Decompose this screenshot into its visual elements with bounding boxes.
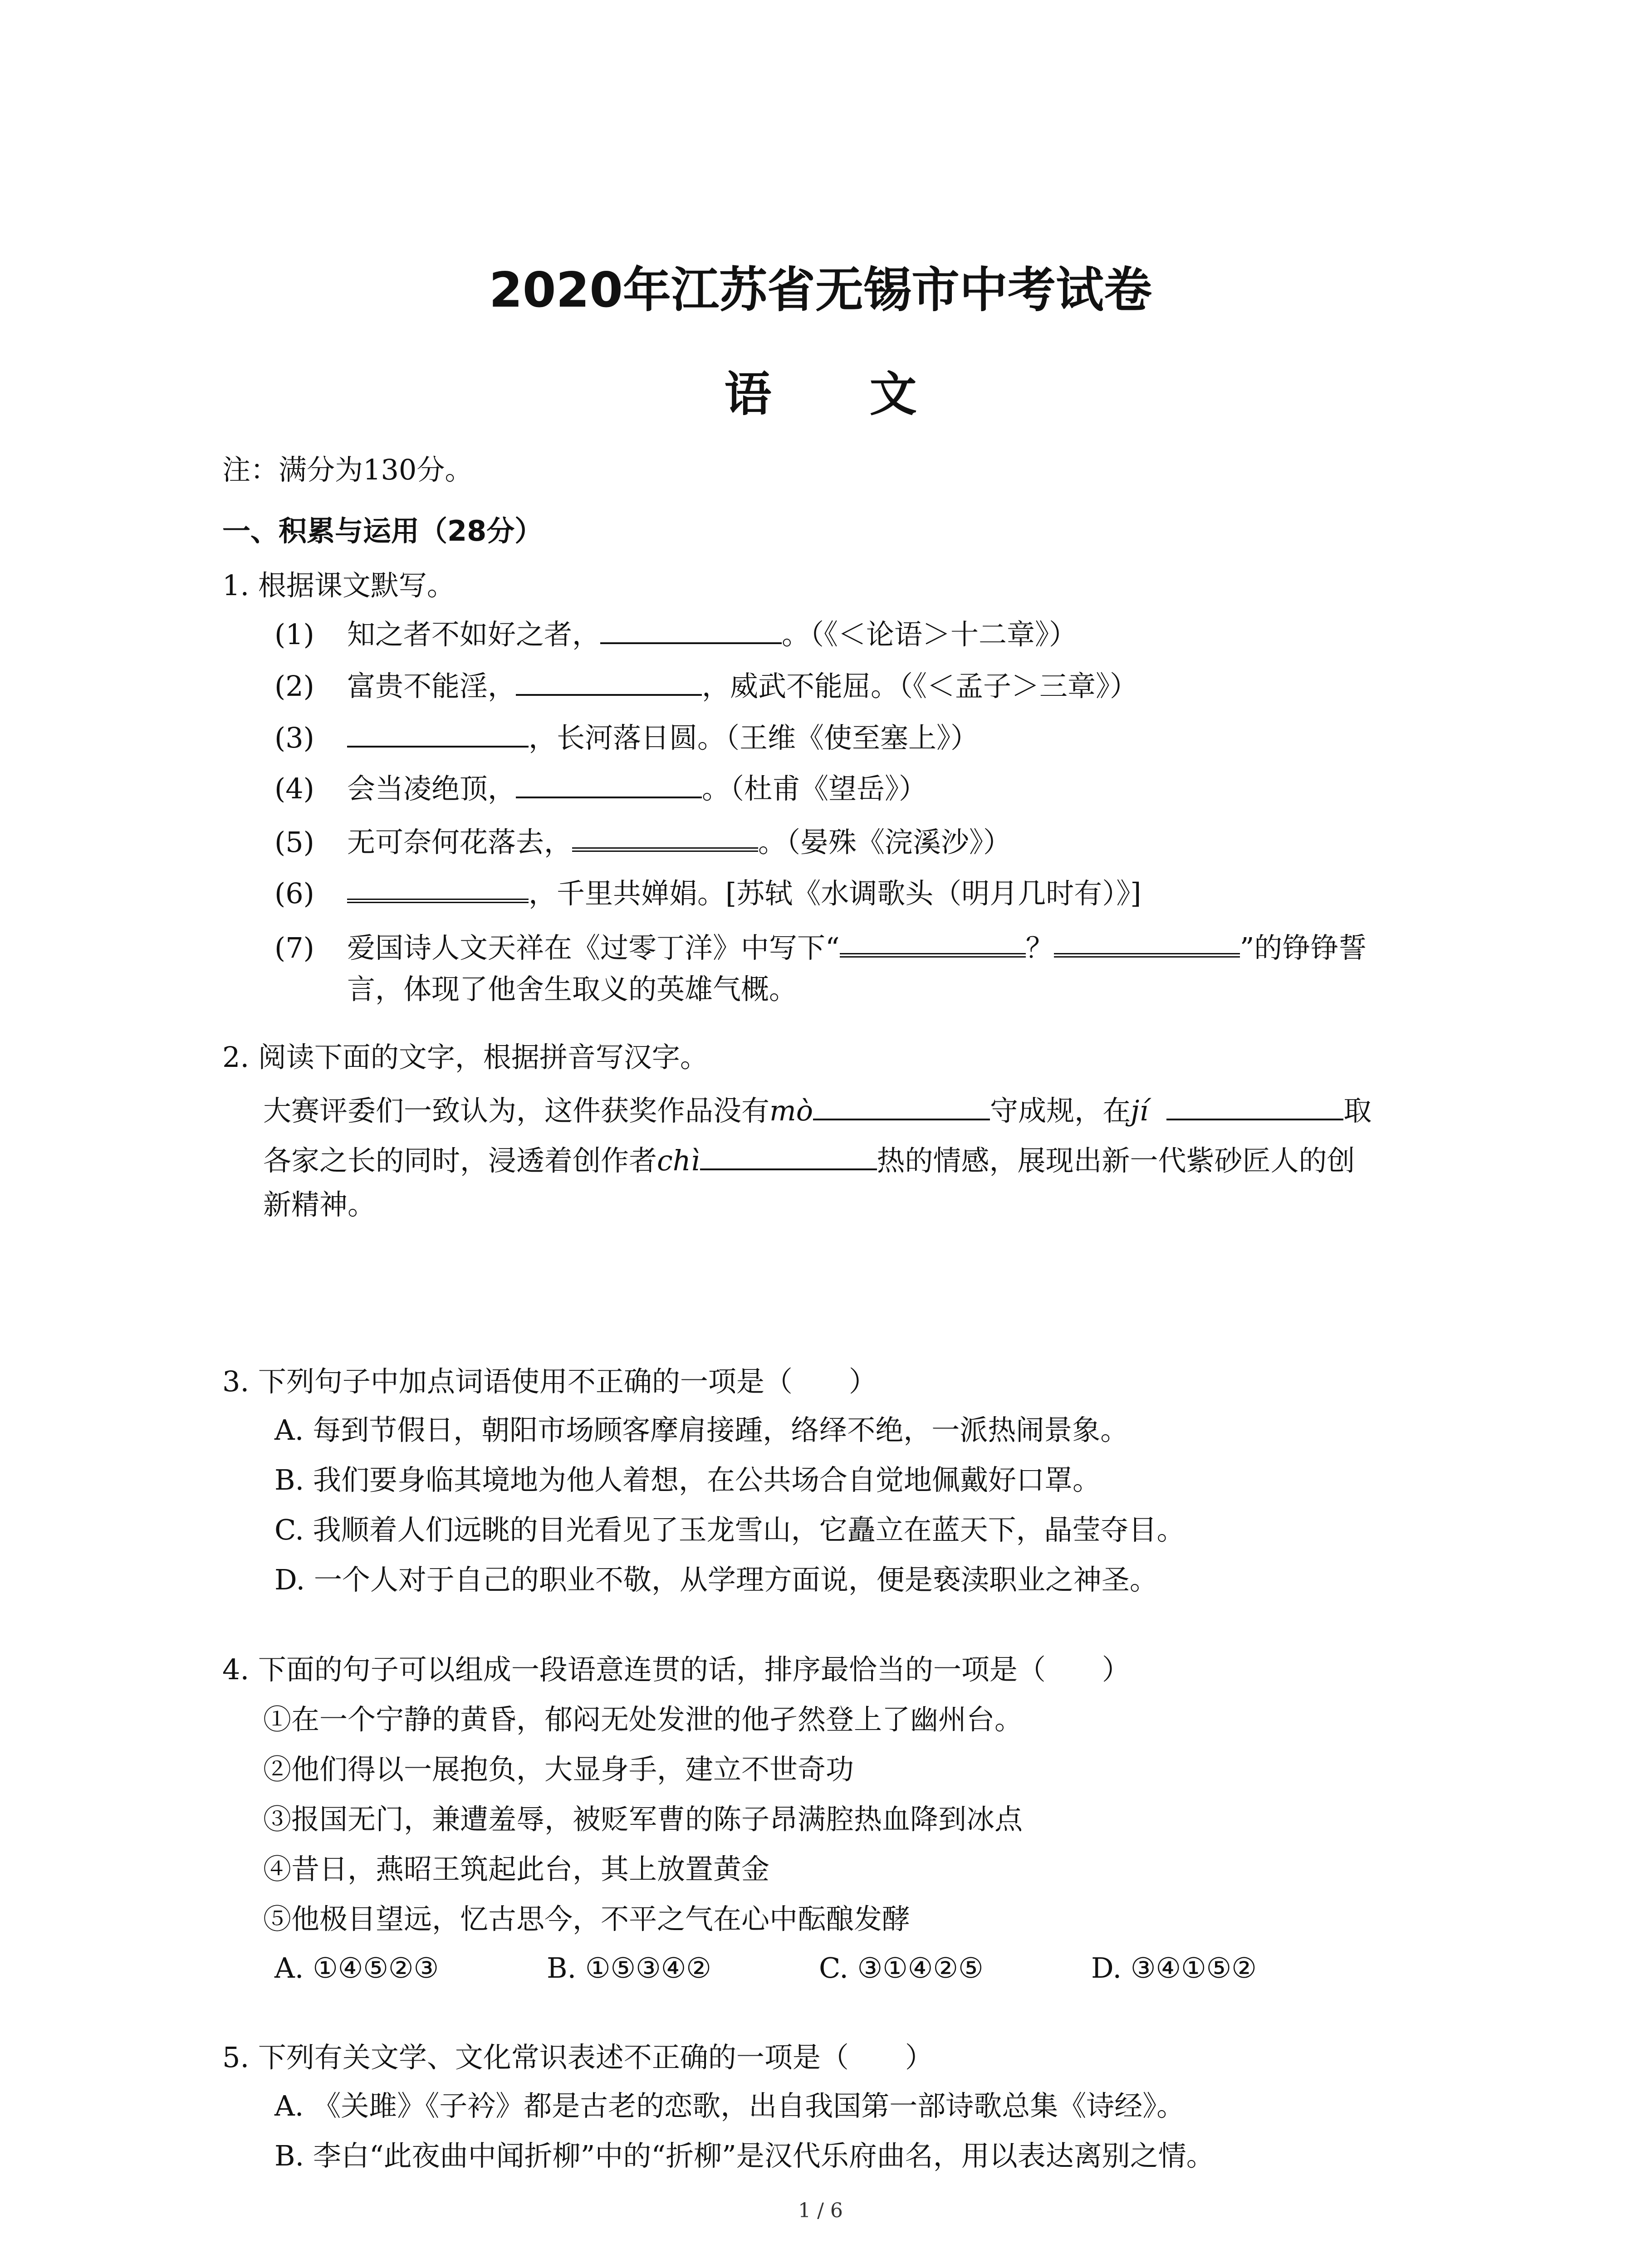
item-source: ，千里共婵娟。[苏轼《水调歌头（明月几时有）》] — [529, 876, 1141, 910]
answer-blank[interactable] — [1054, 928, 1240, 958]
subject-title: 语 文 — [724, 367, 958, 422]
item-source: ，威武不能屈。（《＜孟子＞三章》） — [702, 669, 1138, 703]
page-number: 1 / 6 — [798, 2199, 843, 2222]
q1-item — [274, 669, 1138, 703]
item-text: ？ — [1025, 931, 1054, 964]
item-number: (1) — [274, 617, 314, 651]
answer-blank[interactable] — [572, 822, 758, 852]
pinyin: chì — [657, 1144, 700, 1177]
q3-option[interactable]: D. 一个人对于自己的职业不敬，从学理方面说，便是亵渎职业之神圣。 — [274, 1563, 1158, 1596]
q2-passage-line — [263, 1093, 1372, 1125]
item-number: (5) — [274, 825, 314, 859]
answer-blank[interactable] — [813, 1093, 990, 1120]
answer-blank[interactable] — [1166, 1093, 1343, 1120]
section-heading: 一、积累与运用（28分） — [222, 514, 543, 547]
q1-item — [274, 822, 1012, 859]
q4-sentence: ①在一个宁静的黄昏，郁闷无处发泄的他孑然登上了幽州台。 — [263, 1703, 1023, 1736]
q1-item — [274, 617, 1077, 649]
item-source: ，长河落日圆。（王维《使至塞上》） — [529, 721, 979, 754]
passage-text: 守成规，在 — [990, 1094, 1131, 1127]
q4-stem: 4. 下面的句子可以组成一段语意连贯的话，排序最恰当的一项是（ ） — [222, 1653, 1130, 1686]
q4-option[interactable]: A. ①④⑤②③ — [274, 1951, 439, 1984]
q1-item — [274, 771, 927, 803]
answer-blank[interactable] — [347, 873, 529, 903]
q1-stem: 1. 根据课文默写。 — [222, 569, 455, 602]
q2-stem: 2. 阅读下面的文字，根据拼音写汉字。 — [222, 1041, 708, 1074]
q3-option[interactable]: B. 我们要身临其境地为他人着想，在公共场合自觉地佩戴好口罩。 — [274, 1463, 1101, 1496]
q4-option[interactable]: C. ③①④②⑤ — [819, 1951, 984, 1984]
score-note: 注：满分为130分。 — [222, 453, 473, 486]
item-source: 。（晏殊《浣溪沙》） — [758, 825, 1012, 859]
q3-option[interactable]: C. 我顺着人们远眺的目光看见了玉龙雪山，它矗立在蓝天下，晶莹夺目。 — [274, 1513, 1185, 1546]
q3-option[interactable]: A. 每到节假日，朝阳市场顾客摩肩接踵，络绎不绝，一派热闹景象。 — [274, 1413, 1129, 1447]
q4-sentence: ⑤他极目望远，忆古思今，不平之气在心中酝酿发酵 — [263, 1902, 911, 1936]
q1-item-continued: 言，体现了他舍生取义的英雄气概。 — [347, 973, 798, 1006]
q4-options — [274, 1951, 1363, 1984]
item-text: ”的铮铮誓 — [1239, 931, 1367, 964]
q5-stem: 5. 下列有关文学、文化常识表述不正确的一项是（ ） — [222, 2041, 933, 2074]
answer-blank[interactable] — [516, 669, 702, 696]
item-number: (7) — [274, 931, 314, 964]
q4-option[interactable]: D. ③④①⑤② — [1091, 1951, 1257, 1984]
item-number: (2) — [274, 669, 314, 703]
q4-option[interactable]: B. ①⑤③④② — [547, 1951, 711, 1984]
item-text: 知之者不如好之者， — [347, 617, 601, 651]
q1-item — [274, 720, 979, 752]
item-text: 无可奈何花落去， — [347, 825, 573, 859]
answer-blank[interactable] — [516, 771, 702, 798]
q2-passage-line — [263, 1143, 1355, 1175]
item-number: (4) — [274, 772, 314, 805]
answer-blank[interactable] — [600, 617, 782, 644]
q5-option[interactable]: A. 《关雎》《子衿》都是古老的恋歌，出自我国第一部诗歌总集《诗经》。 — [274, 2089, 1185, 2122]
answer-blank[interactable] — [347, 720, 529, 748]
q1-item — [274, 928, 1367, 962]
q1-item — [274, 873, 1141, 908]
q4-sentence: ④昔日，燕昭王筑起此台，其上放置黄金 — [263, 1853, 770, 1886]
item-text: 会当凌绝顶， — [347, 772, 516, 805]
pinyin: mò — [769, 1094, 813, 1127]
item-text: 富贵不能淫， — [347, 669, 516, 703]
passage-text: 取 — [1343, 1094, 1372, 1127]
item-text: 爱国诗人文天祥在《过零丁洋》中写下“ — [347, 931, 840, 964]
item-source: 。（杜甫《望岳》） — [702, 772, 927, 805]
passage-text: 大赛评委们一致认为，这件获奖作品没有 — [263, 1094, 770, 1127]
item-number: (6) — [274, 876, 314, 910]
answer-blank[interactable] — [840, 928, 1026, 958]
q4-sentence: ②他们得以一展抱负，大显身手，建立不世奇功 — [263, 1753, 854, 1786]
passage-text: 热的情感，展现出新一代紫砂匠人的创 — [877, 1144, 1355, 1177]
passage-text: 各家之长的同时，浸透着创作者 — [263, 1144, 657, 1177]
answer-blank[interactable] — [700, 1143, 877, 1170]
q5-option[interactable]: B. 李白“此夜曲中闻折柳”中的“折柳”是汉代乐府曲名，用以表达离别之情。 — [274, 2139, 1215, 2172]
q3-stem: 3. 下列句子中加点词语使用不正确的一项是（ ） — [222, 1365, 877, 1398]
q4-sentence: ③报国无门，兼遭羞辱，被贬军曹的陈子昂满腔热血降到冰点 — [263, 1803, 1023, 1836]
pinyin: jí — [1131, 1094, 1149, 1127]
q2-passage-line: 新精神。 — [263, 1188, 376, 1221]
item-number: (3) — [274, 721, 314, 754]
page-title: 2020年江苏省无锡市中考试卷 — [489, 262, 1152, 318]
item-source: 。（《＜论语＞十二章》） — [782, 617, 1078, 651]
